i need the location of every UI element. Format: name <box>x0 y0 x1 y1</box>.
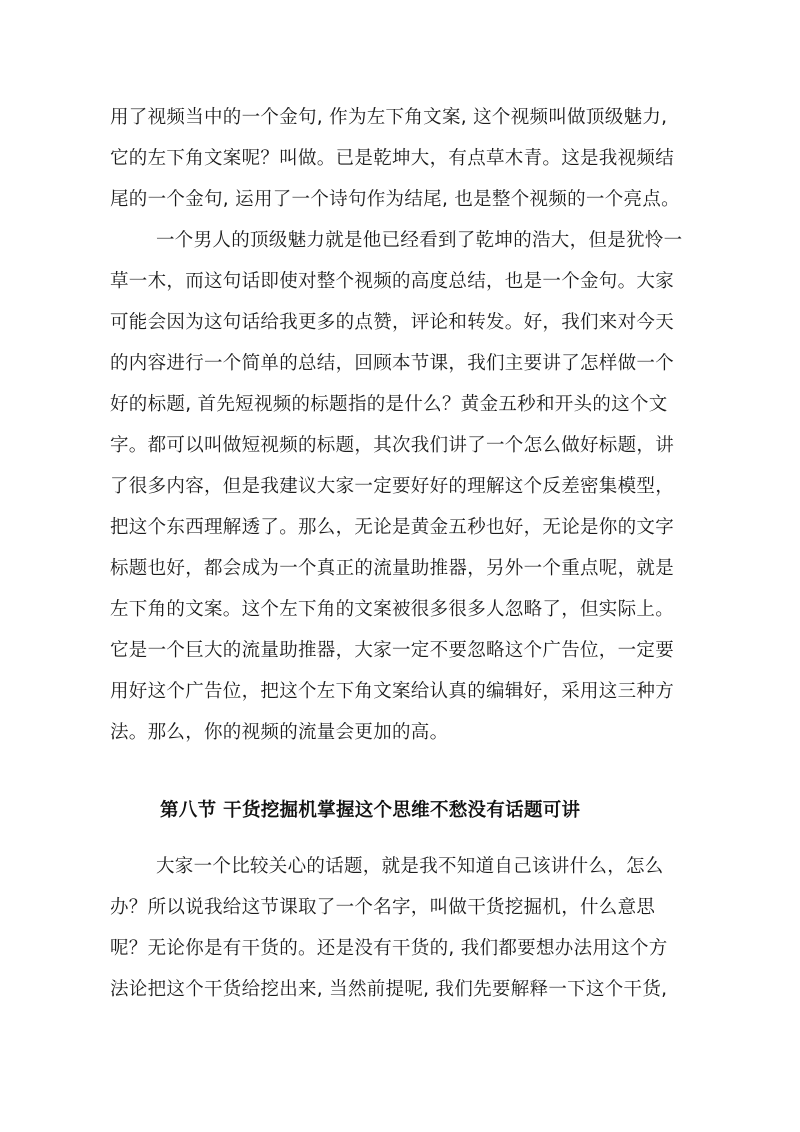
text-line: 呢？无论你是有干货的。还是没有干货的, 我们都要想办法用这个方 <box>110 938 668 959</box>
paragraph-2 <box>110 220 685 753</box>
paragraph-3 <box>110 846 685 1010</box>
text-line: 的内容进行一个简单的总结，回顾本节课，我们主要讲了怎样做一个 <box>110 353 675 374</box>
text-line: 左下角的文案。这个左下角的文案被很多很多人忽略了，但实际上。 <box>110 599 675 620</box>
text-line: 办？所以说我给这节课取了一个名字，叫做干货挖掘机，什么意思 <box>110 897 656 918</box>
text-line: 它是一个巨大的流量助推器，大家一定不要忽略这个广告位，一定要 <box>110 640 675 661</box>
text-line: 把这个东西理解透了。那么，无论是黄金五秒也好，无论是你的文字 <box>110 517 675 538</box>
text-line: 字。都可以叫做短视频的标题，其次我们讲了一个怎么做好标题，讲 <box>110 435 675 456</box>
text-line: 法。那么，你的视频的流量会更加的高。 <box>110 722 449 743</box>
text-line: 用好这个广告位，把这个左下角文案给认真的编辑好，采用这三种方 <box>110 681 675 702</box>
text-line: 大家一个比较关心的话题，就是我不知道自己该讲什么，怎么 <box>156 856 664 877</box>
section-heading: 第八节 干货挖掘机掌握这个思维不愁没有话题可讲 <box>160 800 581 821</box>
text-line: 用了视频当中的一个金句, 作为左下角文案, 这个视频叫做顶级魅力, <box>110 107 668 128</box>
text-line: 可能会因为这句话给我更多的点赞，评论和转发。好，我们来对今天 <box>110 312 675 333</box>
paragraph-1 <box>110 97 685 220</box>
text-line: 好的标题, 首先短视频的标题指的是什么？黄金五秒和开头的这个文 <box>110 394 668 415</box>
text-line: 了很多内容，但是我建议大家一定要好好的理解这个反差密集模型， <box>110 476 675 497</box>
body-text-block <box>110 97 685 753</box>
text-line: 草一木，而这句话即使对整个视频的高度总结，也是一个金句。大家 <box>110 271 675 292</box>
text-line: 标题也好，都会成为一个真正的流量助推器，另外一个重点呢，就是 <box>110 558 675 579</box>
text-line: 尾的一个金句, 运用了一个诗句作为结尾, 也是整个视频的一个亮点。 <box>110 189 680 210</box>
text-line: 一个男人的顶级魅力就是他已经看到了乾坤的浩大，但是犹怜一 <box>156 230 683 251</box>
text-line: 它的左下角文案呢？叫做。已是乾坤大，有点草木青。这是我视频结 <box>110 148 675 169</box>
text-line: 法论把这个干货给挖出来, 当然前提呢, 我们先要解释一下这个干货, <box>110 979 668 1000</box>
